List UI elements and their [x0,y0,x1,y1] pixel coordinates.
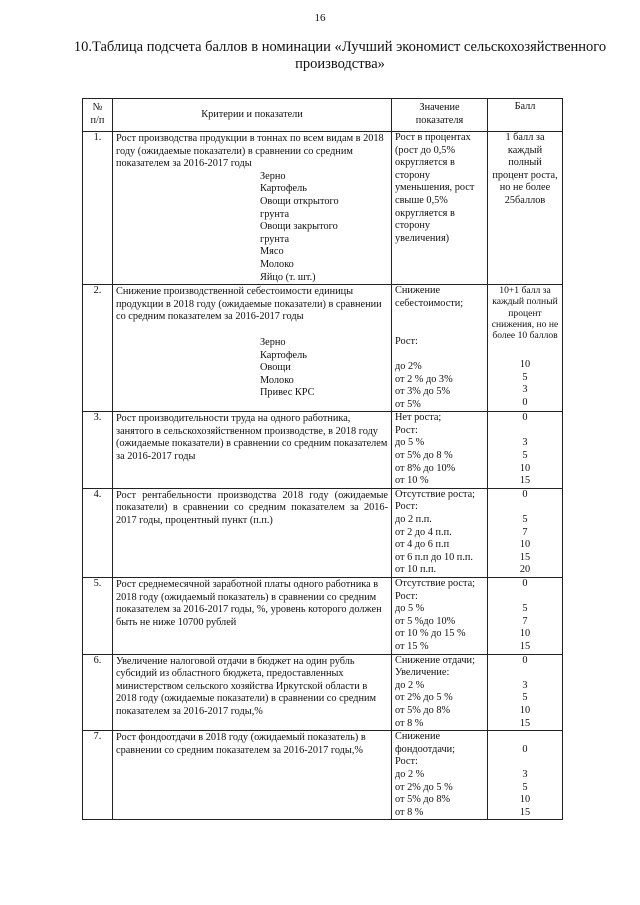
value-line: от 2% до 5 % [395,692,453,704]
score-line [491,425,559,438]
score-line: 5 [522,692,528,704]
score-line: 3 [522,384,528,396]
score-line: 5 [522,450,528,462]
score-line: 10 [519,628,531,640]
row-number: 3. [83,412,113,489]
value-line: округляется в [395,157,455,169]
list-item: Картофель [260,349,307,361]
document-title [60,39,620,73]
value-line: от 4 до 6 п.п [395,539,450,551]
score-line: 10 [519,359,531,371]
header-value: Значение показателя [392,99,488,132]
score-cell [488,731,563,820]
value-line: до 5 % [395,437,425,449]
list-item: Овощи открытого грунта [260,195,339,220]
score-note: более 10 баллов [492,329,558,341]
title-line: производства» [295,56,385,72]
value-cell [392,578,488,655]
table-header-row [83,99,563,132]
value-line: от 5% до 8% [395,704,451,716]
score-note: 10+1 балл за [499,285,551,297]
list-item: Привес КРС [260,387,315,399]
value-line: от 8 % [395,717,424,729]
score-cell [488,488,563,577]
criteria-text: Рост производства продукции в тоннах по всем видам в 2018 году (ожидаемые показатели) в сравнении со средним показателем за 2016-2017 годы [116,133,384,170]
value-line: Рост: [395,424,418,436]
criteria-cell [113,578,392,655]
score-line: 0 [522,396,528,408]
score-line [491,756,559,769]
value-line: от 10 % до 15 % [395,628,466,640]
score-note: процент [508,307,542,319]
header-num: № п/п [83,99,113,132]
score-line: 10 [519,539,531,551]
score-line: 15 [519,717,531,729]
value-line: Отсутствие роста; [395,578,476,589]
value-line: Нет роста; [395,412,442,424]
value-line: фондоотдачи; [395,743,456,755]
score-line: 3 [522,437,528,449]
score-line: 15 [519,475,531,487]
score-line: 7 [522,615,528,627]
table-row [83,132,563,285]
list-item: Картофель [260,183,307,195]
score-line: 10 [519,462,531,474]
value-line: от 5% [395,398,421,410]
table-row [83,285,563,412]
score-line: 1 балл за [505,132,545,143]
value-line: (рост до 0,5% [395,144,456,156]
score-line: 7 [522,526,528,538]
score-line: процент роста, [492,169,558,181]
row-number: 6. [83,654,113,731]
value-cell [392,412,488,489]
score-line: 10 [519,704,531,716]
score-note: снижения, но не [491,318,559,330]
value-line: от 8% до 10% [395,462,456,474]
table-row [83,488,563,577]
value-line: сторону [395,220,431,232]
value-line: Отсутствие роста; [395,488,476,500]
list-item: Яйцо (т. шт.) [260,271,316,283]
criteria-text: Рост фондоотдачи в 2018 году (ожидаемый показатель) в сравнении со средним показателем за 2016-2017 годы,% [116,732,366,756]
criteria-cell [113,654,392,731]
list-item: Овощи [260,362,291,374]
score-line: 0 [522,488,528,500]
value-line: до 5 % [395,603,425,615]
score-line [491,667,559,680]
value-cell [392,488,488,577]
header-score: Балл [488,99,563,132]
score-cell [488,132,563,285]
value-line: от 3% до 5% [395,386,451,398]
header-criteria: Критерии и показатели [113,99,392,132]
score-line: 15 [519,806,531,818]
page-number: 16 [314,12,326,24]
score-cell [488,654,563,731]
value-line: от 5 %до 10% [395,615,456,627]
value-cell [392,654,488,731]
score-line [491,591,559,604]
value-line: до 2 % [395,679,425,691]
value-line: от 5% до 8% [395,794,451,806]
criteria-cell [113,731,392,820]
value-cell [392,731,488,820]
value-line: Рост: [395,756,418,768]
value-line: Рост: [395,501,418,513]
value-cell [392,132,488,285]
value-line: себестоимости; [395,297,464,309]
value-line: Рост: [395,336,418,348]
value-line: до 2 п.п. [395,514,432,526]
table-row [83,578,563,655]
score-line: 15 [519,551,531,563]
list-item: Молоко [260,374,294,386]
table-row [83,654,563,731]
score-line: 3 [522,768,528,780]
criteria-cell [113,132,392,285]
row-number: 7. [83,731,113,820]
score-line [491,731,559,744]
value-line: до 2 % [395,768,425,780]
score-line: 0 [522,412,528,424]
table-row [83,731,563,820]
value-line: от 10 % [395,475,429,487]
score-line: 15 [519,640,531,652]
criteria-text: Рост производительности труда на одного работника, занятого в сельскохозяйственном производстве, в 2018 году (ожидаемые показатели) в сравнении со средним показателем за 2016-2017 годы [116,413,388,463]
value-line: от 2 до 4 п.п. [395,526,452,538]
value-line: от 2% до 5 % [395,781,453,793]
list-item: Молоко [260,258,294,270]
score-line: 5 [522,781,528,793]
value-line: свыше 0,5% [395,194,448,206]
score-line: 25баллов [504,194,546,206]
row-number: 2. [83,285,113,412]
score-line: каждый полный [507,144,543,169]
list-item: Мясо [260,246,284,258]
value-line: Снижение отдачи; [395,654,475,666]
list-item: Овощи закрытого грунта [260,221,338,245]
value-line: Увеличение: [395,667,450,679]
score-line: 5 [522,603,528,615]
value-line: от 6 п.п до 10 п.п. [395,551,473,563]
list-item: Зерно [260,336,286,348]
value-line: от 5% до 8 % [395,450,453,462]
score-table [82,98,563,820]
product-list [116,171,388,284]
value-line: сторону [395,169,431,181]
value-line: Рост в процентах [395,132,471,143]
criteria-cell [113,488,392,577]
score-line: 5 [522,514,528,526]
score-line: 20 [519,564,531,576]
value-line: от 15 % [395,640,429,652]
criteria-text: Рост среднемесячной заработной платы одного работника в 2018 году (ожидаемый показатель) в сравнении со средним показателем за 2016-2017 годы, %, уровень которого должен быть не ниже 10700 рублей [116,579,382,628]
value-line: округляется в [395,207,455,219]
score-line: 0 [522,654,528,666]
criteria-text: Снижение производственной себестоимости единицы продукции в 2018 году (ожидаемые показатели) в сравнении со средним показателем за 2016-2017 годы [116,286,382,323]
score-line: но не более [499,182,551,194]
score-line: 3 [522,679,528,691]
score-cell [488,285,563,412]
value-line: от 8 % [395,806,424,818]
product-list [116,324,388,400]
score-line: 10 [519,794,531,806]
score-line: 0 [522,578,528,589]
row-number: 4. [83,488,113,577]
value-line: до 2% [395,360,422,372]
table-row [83,412,563,489]
value-cell [392,285,488,412]
title-line: 10.Таблица подсчета баллов в номинации «Лучший экономист сельскохозяйственного [73,39,607,55]
score-line: 5 [522,371,528,383]
row-number: 1. [83,132,113,285]
criteria-text: Увеличение налоговой отдачи в бюджет на один рубль субсидий из областного бюджета, предоставленных министерством сельского хозяйства Иркутской области в 2018 году (ожидаемые показатели) в сравнении со средним показателем за 2016-2017 годы,% [116,655,377,717]
row-number: 5. [83,578,113,655]
value-line: от 10 п.п. [395,564,437,576]
score-cell [488,578,563,655]
value-line: Снижение [395,285,441,297]
value-line: Снижение [395,731,441,743]
criteria-cell [113,285,392,412]
value-line: уменьшения, рост [395,182,475,194]
value-line: Рост: [395,590,418,602]
score-note: каждый полный [492,296,558,308]
value-line: от 2 % до 3% [395,373,453,385]
value-line: увеличения) [395,232,450,244]
score-line: 0 [522,743,528,755]
criteria-cell [113,412,392,489]
list-item: Зерно [260,170,286,182]
criteria-text: Рост рентабельности производства 2018 году (ожидаемые показатели) в сравнении со средним показателем за 2016-2017 годы, процентный пункт (п.п.) [116,489,388,527]
score-cell [488,412,563,489]
score-line [491,501,559,514]
